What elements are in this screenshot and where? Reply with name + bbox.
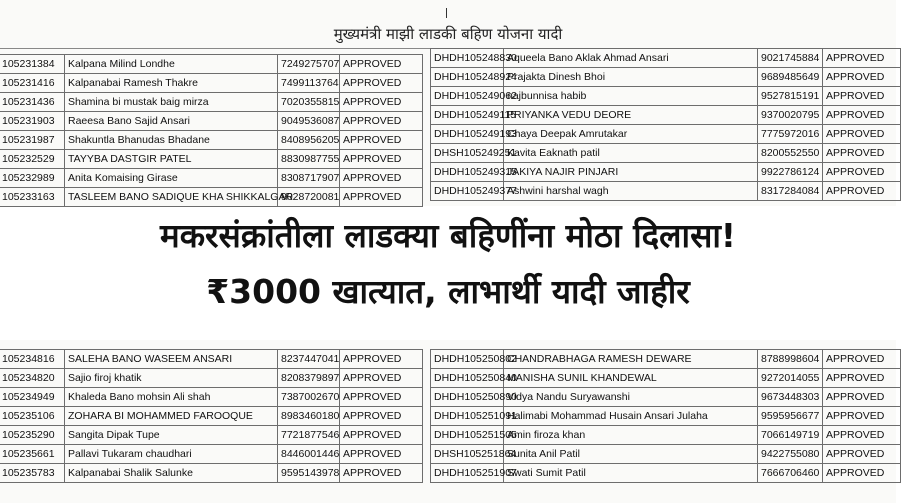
beneficiary-name-cell: Sunita Anil Patil (504, 445, 758, 464)
table-row (431, 144, 901, 163)
status-cell: APPROVED (340, 445, 423, 464)
status-cell: APPROVED (340, 350, 423, 369)
table-row (0, 188, 423, 207)
table-row (0, 407, 423, 426)
status-cell: APPROVED (823, 464, 901, 483)
status-cell: APPROVED (340, 150, 423, 169)
table-row (431, 369, 901, 388)
table-row (431, 125, 901, 144)
application-id-cell: 105232989 (0, 169, 65, 188)
document-title: मुख्यमंत्री माझी लाडकी बहिण योजना यादी (333, 25, 563, 43)
status-cell: APPROVED (340, 93, 423, 112)
application-id-cell: DHDH105249193 (431, 125, 504, 144)
mobile-number-cell: 9028720081 (278, 188, 340, 207)
table-row (0, 169, 423, 188)
beneficiary-name-cell: Swati Sumit Patil (504, 464, 758, 483)
beneficiary-name-cell: Sajio firoj khatik (65, 369, 278, 388)
application-id-cell: DHDH105249062 (431, 87, 504, 106)
status-cell: APPROVED (823, 426, 901, 445)
application-id-cell: 105233163 (0, 188, 65, 207)
status-cell: APPROVED (823, 369, 901, 388)
application-id-cell: 105235290 (0, 426, 65, 445)
beneficiary-table-left (0, 54, 423, 207)
application-id-cell: 105232529 (0, 150, 65, 169)
mobile-number-cell: 8208379897 (278, 369, 340, 388)
beneficiary-name-cell: SALEHA BANO WASEEM ANSARI (65, 350, 278, 369)
status-cell: APPROVED (340, 169, 423, 188)
status-cell: APPROVED (823, 106, 901, 125)
beneficiary-name-cell: Kavita Eaknath patil (504, 144, 758, 163)
beneficiary-name-cell: Ashwini harshal wagh (504, 182, 758, 201)
application-id-cell: 105231436 (0, 93, 65, 112)
beneficiary-name-cell: Sangita Dipak Tupe (65, 426, 278, 445)
mobile-number-cell: 8237447041 (278, 350, 340, 369)
beneficiary-table-left-lower (0, 349, 423, 483)
application-id-cell: 105235661 (0, 445, 65, 464)
application-id-cell: 105231987 (0, 131, 65, 150)
mobile-number-cell: 9422755080 (758, 445, 823, 464)
status-cell: APPROVED (823, 182, 901, 201)
status-cell: APPROVED (823, 125, 901, 144)
application-id-cell: DHDH105249115 (431, 106, 504, 125)
status-cell: APPROVED (340, 112, 423, 131)
mobile-number-cell: 7249275707 (278, 55, 340, 74)
table-row (431, 68, 901, 87)
beneficiary-name-cell: ZOHARA BI MOHAMMED FAROOQUE (65, 407, 278, 426)
application-id-cell: DHDH105251091 (431, 407, 504, 426)
beneficiary-name-cell: Aqueela Bano Aklak Ahmad Ansari (504, 49, 758, 68)
application-id-cell: DHDH105248924 (431, 68, 504, 87)
beneficiary-name-cell: TASLEEM BANO SADIQUE KHA SHIKKALGAR (65, 188, 278, 207)
status-cell: APPROVED (823, 388, 901, 407)
table-row (431, 163, 901, 182)
headline-line-1: मकरसंक्रांतीला लाडक्या बहिणींना मोठा दिलासा! (159, 216, 736, 255)
table-row (0, 350, 423, 369)
mobile-number-cell: 7721877546 (278, 426, 340, 445)
mobile-number-cell: 9527815191 (758, 87, 823, 106)
status-cell: APPROVED (340, 407, 423, 426)
application-id-cell: DHDH105249377 (431, 182, 504, 201)
table-row (0, 426, 423, 445)
sheet-mark (446, 8, 447, 18)
application-id-cell: 105231384 (0, 55, 65, 74)
beneficiary-name-cell: Khaleda Bano mohsin Ali shah (65, 388, 278, 407)
beneficiary-name-cell: Amin firoza khan (504, 426, 758, 445)
table-row (0, 369, 423, 388)
beneficiary-table-right-lower (430, 349, 901, 483)
mobile-number-cell: 8446001446 (278, 445, 340, 464)
application-id-cell: 105235106 (0, 407, 65, 426)
table-row (431, 464, 901, 483)
beneficiary-name-cell: Anita Komaising Girase (65, 169, 278, 188)
status-cell: APPROVED (823, 350, 901, 369)
application-id-cell: DHDH105251505 (431, 426, 504, 445)
status-cell: APPROVED (340, 388, 423, 407)
mobile-number-cell: 8408956205 (278, 131, 340, 150)
application-id-cell: 105231416 (0, 74, 65, 93)
table-row (0, 112, 423, 131)
status-cell: APPROVED (823, 144, 901, 163)
mobile-number-cell: 7020355815 (278, 93, 340, 112)
beneficiary-name-cell: najbunnisa habib (504, 87, 758, 106)
application-id-cell: 105234820 (0, 369, 65, 388)
table-row (431, 350, 901, 369)
table-row (431, 426, 901, 445)
table-row (0, 445, 423, 464)
table-row (0, 74, 423, 93)
application-id-cell: DHSH105251864 (431, 445, 504, 464)
table-row (0, 93, 423, 112)
table-row (431, 87, 901, 106)
mobile-number-cell: 7666706460 (758, 464, 823, 483)
mobile-number-cell: 7066149719 (758, 426, 823, 445)
mobile-number-cell: 8317284084 (758, 182, 823, 201)
application-id-cell: 105231903 (0, 112, 65, 131)
beneficiary-name-cell: Pallavi Tukaram chaudhari (65, 445, 278, 464)
beneficiary-name-cell: Chaya Deepak Amrutakar (504, 125, 758, 144)
status-cell: APPROVED (340, 464, 423, 483)
application-id-cell: DHDH105250890 (431, 388, 504, 407)
beneficiary-name-cell: TAYYBA DASTGIR PATEL (65, 150, 278, 169)
table-row (0, 131, 423, 150)
table-row (431, 388, 901, 407)
status-cell: APPROVED (823, 49, 901, 68)
mobile-number-cell: 9021745884 (758, 49, 823, 68)
table-row (0, 150, 423, 169)
beneficiary-name-cell: Shamina bi mustak baig mirza (65, 93, 278, 112)
status-cell: APPROVED (340, 426, 423, 445)
headline-line-2: ₹3000 खात्यात, लाभार्थी यादी जाहीर (206, 272, 690, 311)
mobile-number-cell: 9673448303 (758, 388, 823, 407)
mobile-number-cell: 7775972016 (758, 125, 823, 144)
mobile-number-cell: 8983460180 (278, 407, 340, 426)
mobile-number-cell: 8308717907 (278, 169, 340, 188)
table-row (431, 445, 901, 464)
status-cell: APPROVED (340, 131, 423, 150)
beneficiary-name-cell: Prajakta Dinesh Bhoi (504, 68, 758, 87)
application-id-cell: DHDH105248830 (431, 49, 504, 68)
status-cell: APPROVED (823, 87, 901, 106)
table-row (431, 49, 901, 68)
status-cell: APPROVED (823, 407, 901, 426)
beneficiary-name-cell: JAKIYA NAJIR PINJARI (504, 163, 758, 182)
mobile-number-cell: 9272014055 (758, 369, 823, 388)
beneficiary-list-bottom-section (0, 340, 896, 503)
mobile-number-cell: 9689485649 (758, 68, 823, 87)
table-row (431, 407, 901, 426)
mobile-number-cell: 9595143978 (278, 464, 340, 483)
application-id-cell: DHSH105249251 (431, 144, 504, 163)
beneficiary-name-cell: Kalpana Milind Londhe (65, 55, 278, 74)
status-cell: APPROVED (340, 188, 423, 207)
status-cell: APPROVED (823, 68, 901, 87)
mobile-number-cell: 8200552550 (758, 144, 823, 163)
status-cell: APPROVED (823, 163, 901, 182)
status-cell: APPROVED (340, 369, 423, 388)
beneficiary-name-cell: Halimabi Mohammad Husain Ansari Julaha (504, 407, 758, 426)
mobile-number-cell: 9922786124 (758, 163, 823, 182)
mobile-number-cell: 7499113764 (278, 74, 340, 93)
table-row (0, 464, 423, 483)
mobile-number-cell: 8788998604 (758, 350, 823, 369)
mobile-number-cell: 9370020795 (758, 106, 823, 125)
beneficiary-name-cell: PRIYANKA VEDU DEORE (504, 106, 758, 125)
mobile-number-cell: 8830987755 (278, 150, 340, 169)
beneficiary-name-cell: Raeesa Bano Sajid Ansari (65, 112, 278, 131)
mobile-number-cell: 9049536087 (278, 112, 340, 131)
status-cell: APPROVED (340, 55, 423, 74)
beneficiary-name-cell: Shakuntla Bhanudas Bhadane (65, 131, 278, 150)
application-id-cell: DHDH105250802 (431, 350, 504, 369)
application-id-cell: 105235783 (0, 464, 65, 483)
beneficiary-name-cell: Kalpanabai Shalik Salunke (65, 464, 278, 483)
application-id-cell: 105234949 (0, 388, 65, 407)
mobile-number-cell: 9595956677 (758, 407, 823, 426)
beneficiary-list-top-section (0, 0, 896, 206)
application-id-cell: DHDH105249315 (431, 163, 504, 182)
table-row (0, 388, 423, 407)
table-row (431, 106, 901, 125)
application-id-cell: DHDH105251907 (431, 464, 504, 483)
beneficiary-table-right (430, 48, 901, 201)
beneficiary-name-cell: Kalpanabai Ramesh Thakre (65, 74, 278, 93)
mobile-number-cell: 7387002670 (278, 388, 340, 407)
table-row (0, 55, 423, 74)
application-id-cell: DHDH105250840 (431, 369, 504, 388)
status-cell: APPROVED (823, 445, 901, 464)
news-headline (0, 212, 896, 316)
table-row (431, 182, 901, 201)
status-cell: APPROVED (340, 74, 423, 93)
application-id-cell: 105234816 (0, 350, 65, 369)
beneficiary-name-cell: CHANDRABHAGA RAMESH DEWARE (504, 350, 758, 369)
beneficiary-name-cell: Vidya Nandu Suryawanshi (504, 388, 758, 407)
beneficiary-name-cell: MANISHA SUNIL KHANDEWAL (504, 369, 758, 388)
